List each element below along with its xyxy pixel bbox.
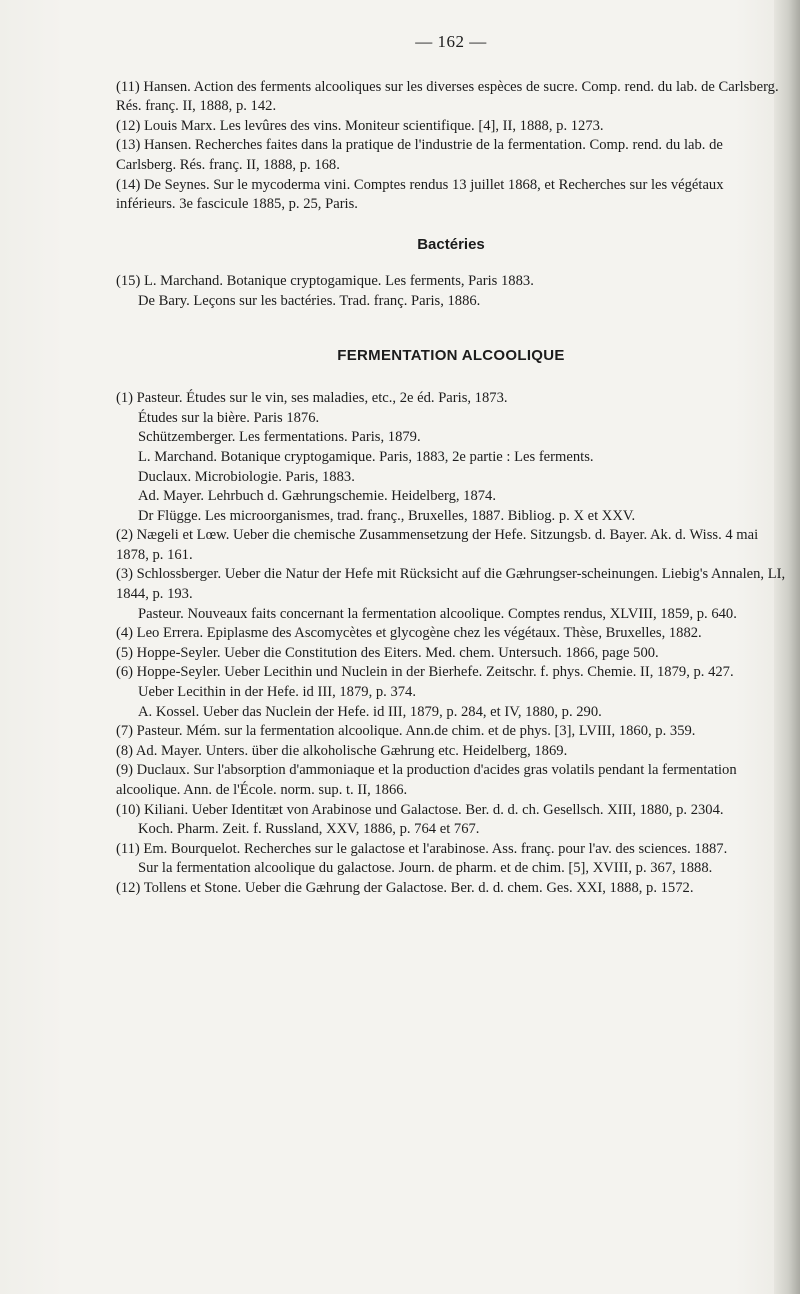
reference-item: (11) Hansen. Action des ferments alcooliques sur les diverses espèces de sucre. Comp. rend. du lab. de Carlsberg. Rés. franç. II, 1888, p. 142. (116, 78, 779, 115)
reference-item: (15) L. Marchand. Botanique cryptogamique. Les ferments, Paris 1883. (116, 273, 534, 290)
reference-item: (11) Em. Bourquelot. Recherches sur le galactose et l'arabinose. Ass. franç. pour l'av. des sciences. 1887. (116, 840, 728, 857)
reference-item: (9) Duclaux. Sur l'absorption d'ammoniaque et la production d'acides gras volatils pendant la fermentation alcoolique. Ann. de l'École. norm. sup. t. II, 1866. (116, 762, 737, 798)
reference-item: (4) Leo Errera. Epiplasme des Ascomycètes et glycogène chez les végétaux. Thèse, Bruxelles, 1882. (116, 625, 702, 642)
reference-item: De Bary. Leçons sur les bactéries. Trad. franç. Paris, 1886. (138, 292, 481, 309)
section-heading-fermentation: FERMENTATION ALCOOLIQUE (337, 346, 565, 364)
page-content (116, 32, 786, 899)
reference-item: (14) De Seynes. Sur le mycoderma vini. Comptes rendus 13 juillet 1868, et Recherches sur les végétaux inférieurs. 3e fascicule 1885, p. 25, Paris. (116, 176, 724, 213)
reference-item: Dr Flügge. Les microorganismes, trad. franç., Bruxelles, 1887. Bibliog. p. X et XXV. (138, 507, 636, 524)
reference-item: (8) Ad. Mayer. Unters. über die alkoholische Gæhrung etc. Heidelberg, 1869. (116, 742, 568, 759)
references-bacteries (116, 272, 786, 311)
reference-item: (12) Tollens et Stone. Ueber die Gæhrung der Galactose. Ber. d. d. chem. Ges. XXI, 1888, p. 1572. (116, 879, 694, 896)
reference-item: (2) Nægeli et Lœw. Ueber die chemische Zusammensetzung der Hefe. Sitzungsb. d. Bayer. Ak. d. Wiss. 4 mai 1878, p. 161. (116, 527, 759, 563)
reference-item: (3) Schlossberger. Ueber die Natur der Hefe mit Rücksicht auf die Gæhrungser-scheinungen. Liebig's Annalen, LI, 1844, p. 193. (116, 566, 786, 603)
references-top (116, 78, 786, 215)
reference-item: Sur la fermentation alcoolique du galactose. Journ. de pharm. et de chim. [5], XVIII, p. 367, 1888. (138, 860, 713, 877)
references-fermentation (116, 389, 786, 898)
reference-item: (1) Pasteur. Études sur le vin, ses maladies, etc., 2e éd. Paris, 1873. (116, 390, 508, 407)
reference-item: (12) Louis Marx. Les levûres des vins. Moniteur scientifique. [4], II, 1888, p. 1273. (116, 117, 604, 134)
section-heading-bacteries: Bactéries (417, 235, 485, 253)
reference-item: L. Marchand. Botanique cryptogamique. Paris, 1883, 2e partie : Les ferments. (138, 448, 594, 465)
reference-item: A. Kossel. Ueber das Nuclein der Hefe. id III, 1879, p. 284, et IV, 1880, p. 290. (138, 703, 602, 720)
reference-item: Duclaux. Microbiologie. Paris, 1883. (138, 468, 355, 485)
reference-item: Schützemberger. Les fermentations. Paris, 1879. (138, 429, 421, 446)
reference-item: Ad. Mayer. Lehrbuch d. Gæhrungschemie. Heidelberg, 1874. (138, 488, 497, 505)
page-number: — 162 — (415, 32, 487, 51)
reference-item: (5) Hoppe-Seyler. Ueber die Constitution des Eiters. Med. chem. Untersuch. 1866, page 500. (116, 644, 659, 661)
reference-item: Ueber Lecithin in der Hefe. id III, 1879, p. 374. (138, 684, 417, 701)
reference-item: (6) Hoppe-Seyler. Ueber Lecithin und Nuclein in der Bierhefe. Zeitschr. f. phys. Chemie. II, 1879, p. 427. (116, 664, 734, 681)
reference-item: Koch. Pharm. Zeit. f. Russland, XXV, 1886, p. 764 et 767. (138, 821, 480, 838)
reference-item: (10) Kiliani. Ueber Identitæt von Arabinose und Galactose. Ber. d. d. ch. Gesellsch. XIII, 1880, p. 2304. (116, 801, 724, 818)
reference-item: Pasteur. Nouveaux faits concernant la fermentation alcoolique. Comptes rendus, XLVIII, 1859, p. 640. (138, 605, 737, 622)
reference-item: (7) Pasteur. Mém. sur la fermentation alcoolique. Ann.de chim. et de phys. [3], LVIII, 1860, p. 359. (116, 723, 696, 740)
reference-item: Études sur la bière. Paris 1876. (138, 409, 320, 426)
reference-item: (13) Hansen. Recherches faites dans la pratique de l'industrie de la fermentation. Comp. rend. du lab. de Carlsberg. Rés. franç. II, 1888, p. 168. (116, 137, 723, 173)
